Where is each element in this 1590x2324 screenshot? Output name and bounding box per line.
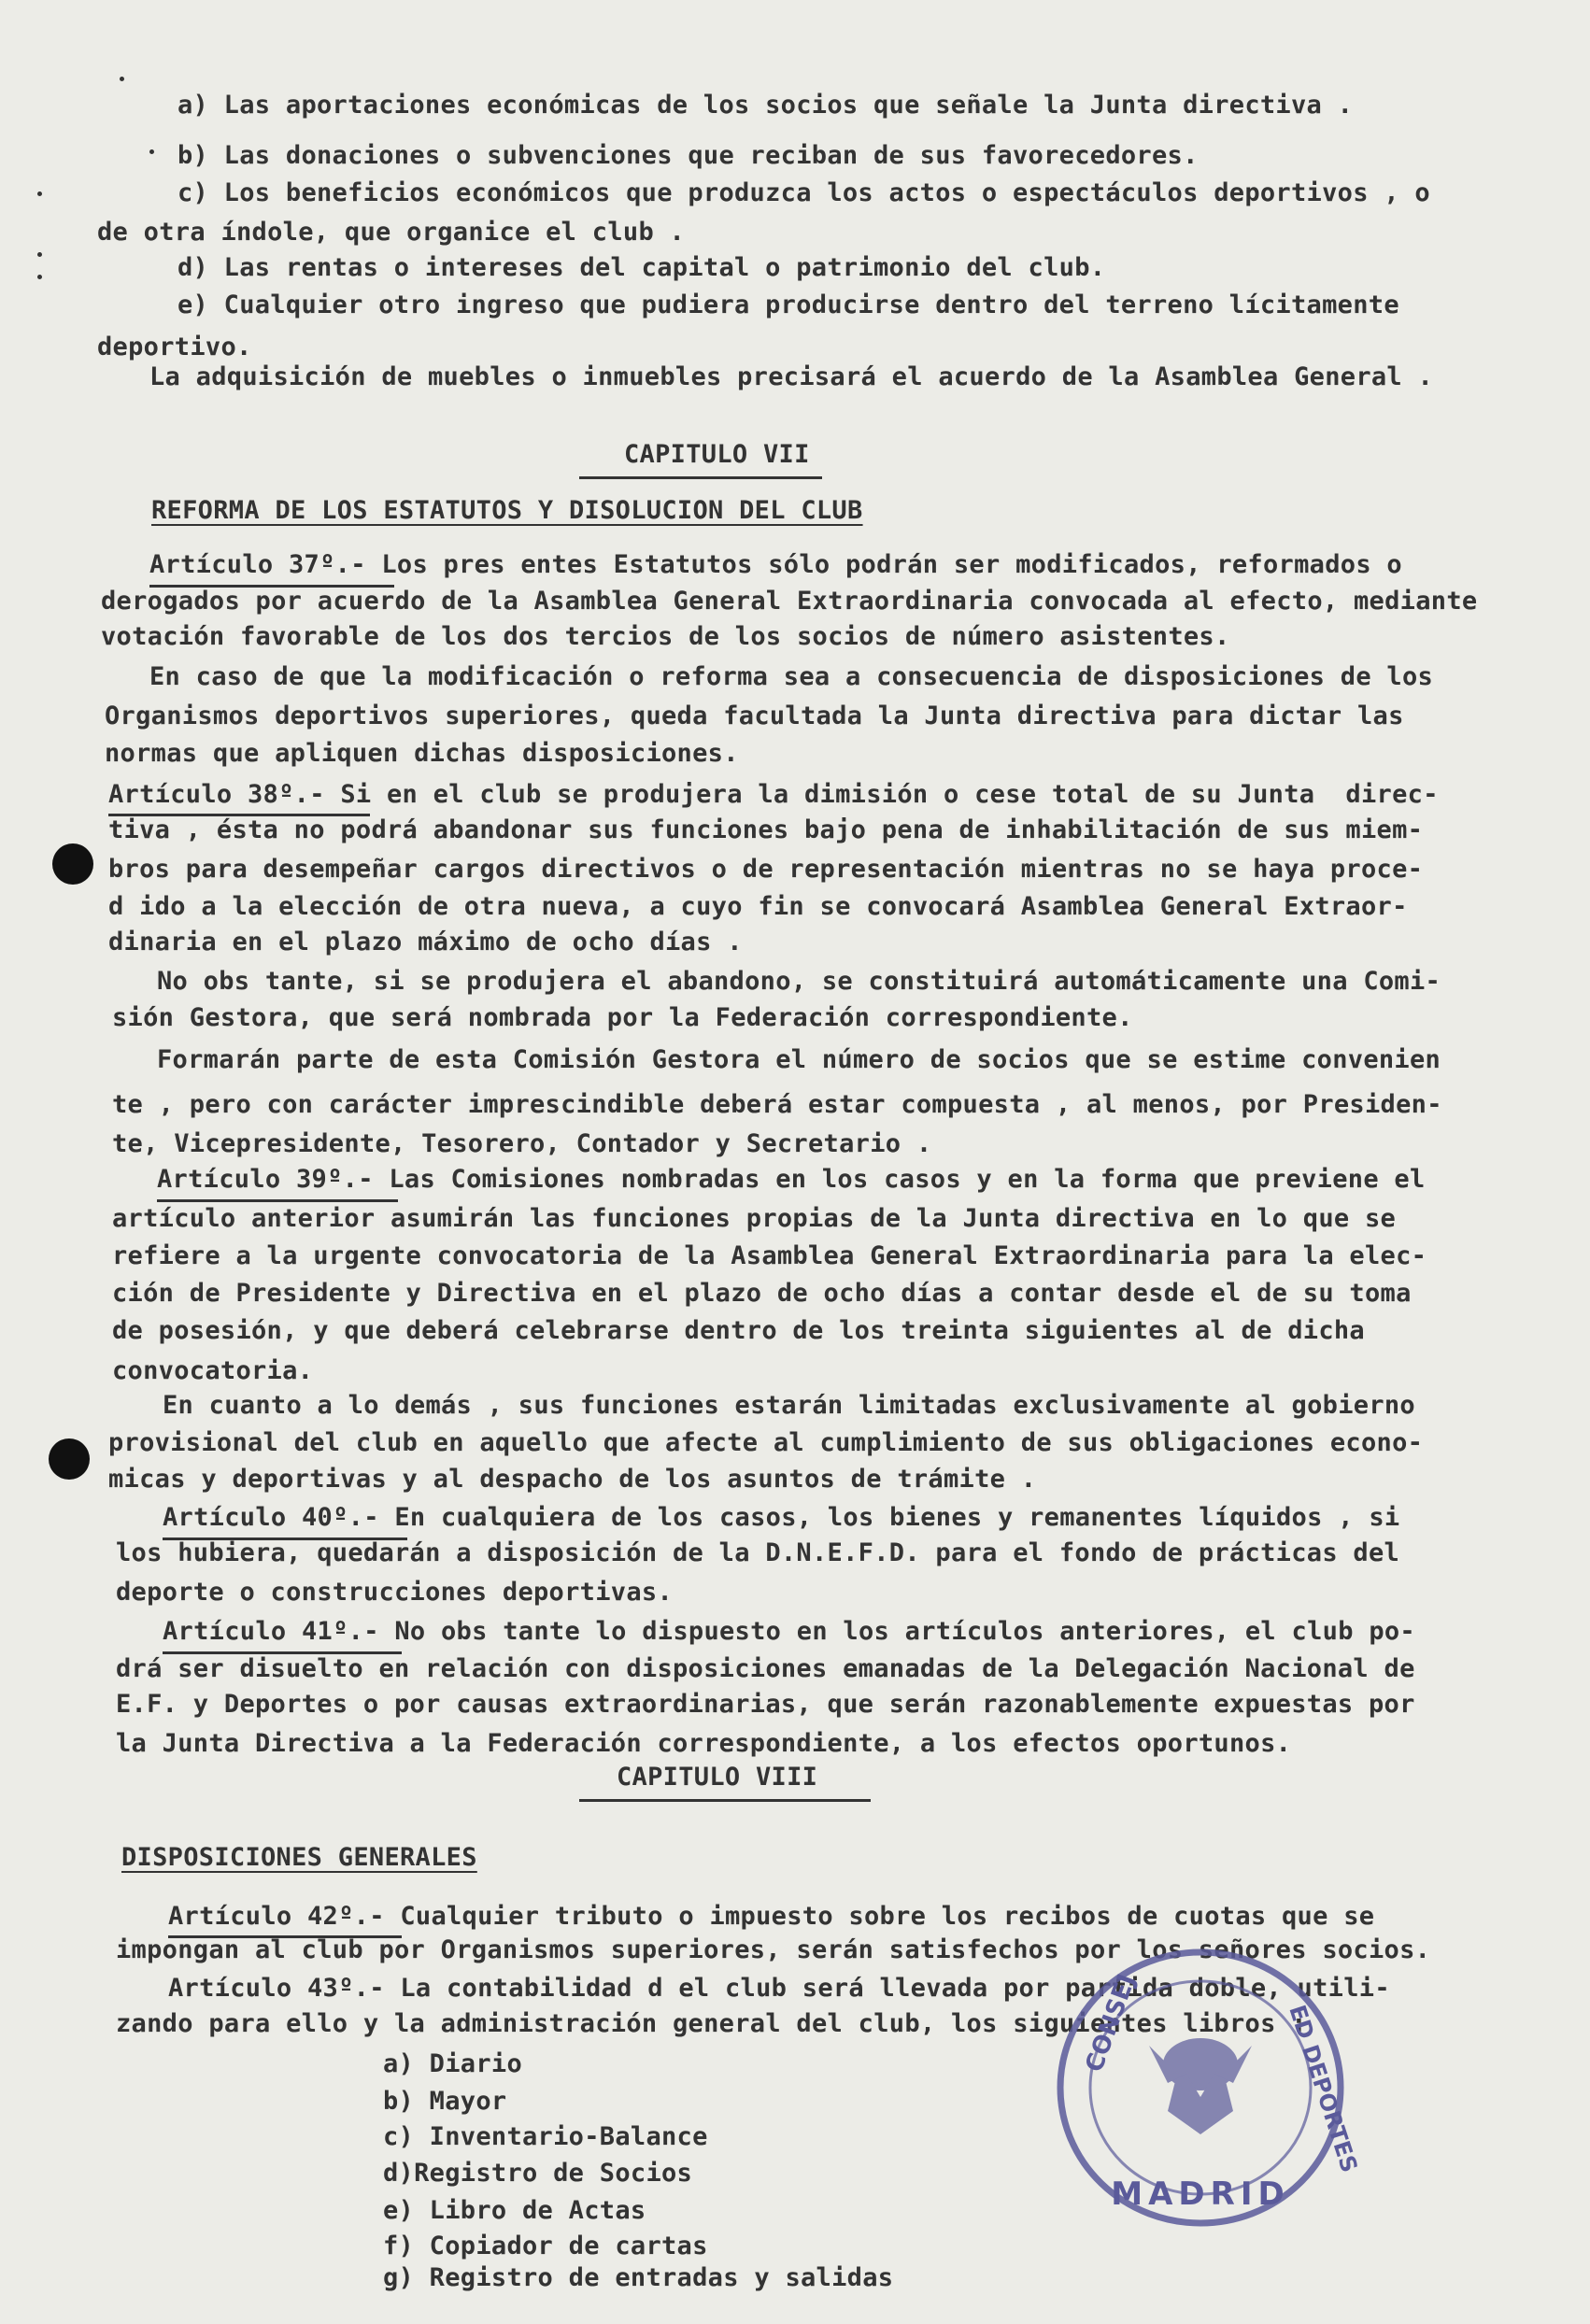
stamp-text-left: CONSEJ — [1080, 1970, 1142, 2076]
text-line: a) Las aportaciones económicas de los socios que señale la Junta directiva . — [177, 91, 1354, 120]
official-stamp — [1046, 1934, 1363, 2242]
list-item: f) Copiador de cartas — [383, 2232, 708, 2260]
text-line: Formarán parte de esta Comisión Gestora el número de socios que se estime convenien — [157, 1045, 1441, 1074]
text-line: provisional del club en aquello que afecte al cumplimiento de sus obligaciones econo- — [108, 1428, 1424, 1457]
text-line: e) Cualquier otro ingreso que pudiera producirse dentro del terreno lícitamente — [177, 290, 1399, 319]
text-line: impongan al club por Organismos superiores, serán satisfechos por los señores socios. — [116, 1935, 1431, 1964]
text-line: Artículo 37º.- Los pres entes Estatutos sólo podrán ser modificados, reformados o — [149, 550, 1402, 579]
heading-underline — [579, 1799, 871, 1802]
list-item: a) Diario — [383, 2049, 522, 2078]
text-line: de otra índole, que organice el club . — [97, 218, 686, 247]
text-line: E.F. y Deportes o por causas extraordinarias, que serán razonablemente expuestas por — [116, 1690, 1415, 1719]
list-item: d)Registro de Socios — [383, 2159, 693, 2188]
text-line: los hubiera, quedarán a disposición de la D.N.E.F.D. para el fondo de prácticas del — [116, 1538, 1400, 1567]
text-line: tiva , ésta no podrá abandonar sus funciones bajo pena de inhabilitación de sus miem- — [108, 815, 1424, 844]
text-line: votación favorable de los dos tercios de los socios de número asistentes. — [101, 622, 1230, 651]
text-line: c) Los beneficios económicos que produzca los actos o espectáculos deportivos , o — [177, 178, 1430, 207]
stamp-city: MADRID — [1111, 2175, 1290, 2213]
margin-mark — [149, 149, 154, 154]
text-line: En cuanto a lo demás , sus funciones estarán limitadas exclusivamente al gobierno — [163, 1391, 1415, 1420]
margin-mark — [37, 191, 42, 196]
text-line: refiere a la urgente convocatoria de la Asamblea General Extraordinaria para la elec- — [112, 1241, 1427, 1270]
list-item: e) Libro de Actas — [383, 2196, 646, 2225]
section-heading: REFORMA DE LOS ESTATUTOS Y DISOLUCION DEL CLUB — [151, 496, 863, 525]
text-line: convocatoria. — [112, 1356, 314, 1385]
text-line: artículo anterior asumirán las funciones propias de la Junta directiva en lo que se — [112, 1204, 1397, 1233]
text-line: d ido a la elección de otra nueva, a cuyo fin se convocará Asamblea General Extraor- — [108, 892, 1408, 921]
text-line: d) Las rentas o intereses del capital o patrimonio del club. — [177, 253, 1106, 282]
text-line: zando para ello y la administración general del club, los siguientes libros : — [116, 2009, 1307, 2038]
text-line: Artículo 38º.- Si en el club se produjera la dimisión o cese total de su Junta direc- — [108, 780, 1439, 809]
text-line: dinaria en el plazo máximo de ocho días . — [108, 928, 743, 957]
eagle-emblem-icon — [1149, 2038, 1252, 2134]
text-line: la Junta Directiva a la Federación correspondiente, a los efectos oportunos. — [116, 1729, 1292, 1758]
stamp-text-right: ED DEPORTES — [1284, 2002, 1363, 2176]
margin-mark — [120, 77, 124, 81]
list-item: b) Mayor — [383, 2087, 507, 2116]
text-line: No obs tante, si se produjera el abandono, se constituirá automáticamente una Comi- — [157, 967, 1441, 996]
text-line: ción de Presidente y Directiva en el plazo de ocho días a contar desde el de su toma — [112, 1279, 1412, 1308]
text-line: En caso de que la modificación o reforma sea a consecuencia de disposiciones de los — [149, 662, 1434, 691]
text-line: te , pero con carácter imprescindible deberá estar compuesta , al menos, por Presiden- — [112, 1090, 1442, 1119]
text-line: drá ser disuelto en relación con disposiciones emanadas de la Delegación Nacional de — [116, 1654, 1415, 1683]
text-line: b) Las donaciones o subvenciones que reciban de sus favorecedores. — [177, 141, 1199, 170]
text-line: Artículo 43º.- La contabilidad d el club será llevada por partida doble, utili- — [168, 1974, 1390, 2003]
margin-mark — [37, 252, 42, 257]
article-underline — [157, 1199, 398, 1202]
list-item: g) Registro de entradas y salidas — [383, 2263, 894, 2292]
text-line: deportivo. — [97, 333, 252, 361]
chapter-heading: CAPITULO VIII — [617, 1763, 818, 1792]
text-line: La adquisición de muebles o inmuebles precisará el acuerdo de la Asamblea General . — [149, 362, 1434, 391]
text-line: deporte o construcciones deportivas. — [116, 1578, 673, 1607]
text-line: Artículo 39º.- Las Comisiones nombradas en los casos y en la forma que previene el — [157, 1165, 1426, 1194]
text-line: derogados por acuerdo de la Asamblea General Extraordinaria convocada al efecto, mediante — [101, 587, 1478, 616]
text-line: de posesión, y que deberá celebrarse dentro de los treinta siguientes al de dicha — [112, 1316, 1365, 1345]
text-line: normas que apliquen dichas disposiciones. — [105, 739, 739, 768]
text-line: Artículo 42º.- Cualquier tributo o impuesto sobre los recibos de cuotas que se — [168, 1902, 1375, 1931]
text-line: micas y deportivas y al despacho de los asuntos de trámite . — [108, 1465, 1037, 1494]
punch-hole-bottom — [49, 1438, 90, 1480]
heading-underline — [579, 476, 822, 479]
punch-hole-top — [52, 843, 93, 885]
text-line: Artículo 41º.- No obs tante lo dispuesto en los artículos anteriores, el club po- — [163, 1617, 1415, 1646]
section-heading: DISPOSICIONES GENERALES — [121, 1843, 477, 1872]
text-line: Artículo 40º.- En cualquiera de los casos, los bienes y remanentes líquidos , si — [163, 1503, 1400, 1532]
chapter-heading: CAPITULO VII — [624, 440, 810, 469]
text-line: bros para desempeñar cargos directivos o de representación mientras no se haya proce- — [108, 855, 1424, 884]
margin-mark — [37, 275, 42, 279]
text-line: Organismos deportivos superiores, queda facultada la Junta directiva para dictar las — [105, 701, 1404, 730]
text-line: sión Gestora, que será nombrada por la Federación correspondiente. — [112, 1003, 1133, 1032]
list-item: c) Inventario-Balance — [383, 2122, 708, 2151]
text-line: te, Vicepresidente, Tesorero, Contador y Secretario . — [112, 1129, 932, 1158]
